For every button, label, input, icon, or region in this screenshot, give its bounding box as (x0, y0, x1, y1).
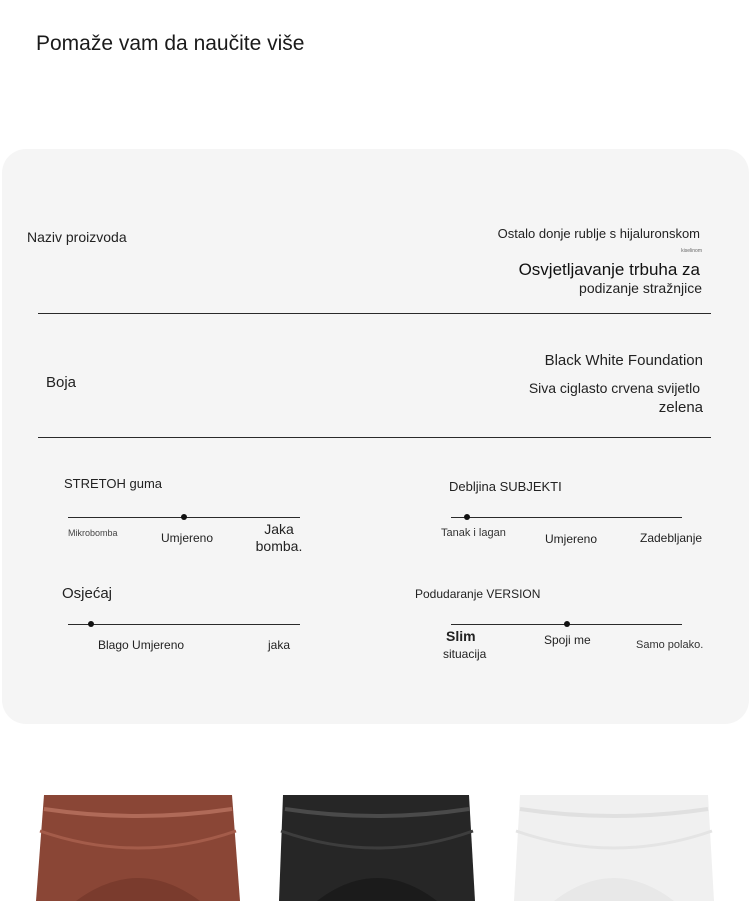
thickness-scale-title: Debljina SUBJEKTI (449, 479, 562, 494)
thickness-scale-label-low: Tanak i lagan (441, 527, 506, 539)
divider-top (38, 313, 711, 314)
fit-scale-title: Podudaranje VERSION (415, 587, 541, 601)
color-line1: Black White Foundation (544, 352, 703, 369)
white-briefs-photo (514, 795, 714, 901)
product-name-small: kiselinom (681, 248, 702, 254)
fit-scale-label-mid: Spoji me (544, 633, 591, 647)
product-name-line1: Ostalo donje rublje s hijaluronskom (497, 226, 700, 241)
feel-scale-track (68, 624, 300, 625)
product-name-line2: Osvjetljavanje trbuha za (518, 260, 700, 279)
thickness-scale-label-high: Zadebljanje (640, 531, 703, 545)
fit-scale-marker (564, 621, 570, 627)
fit-scale-label-high: Samo polako. (636, 639, 704, 651)
fit-scale-label-sub: situacija (443, 647, 487, 661)
feel-scale-label-low: Blago Umjereno (98, 638, 185, 652)
product-name-line3: podizanje stražnjice (579, 280, 702, 296)
stretch-scale-marker (181, 514, 187, 520)
color-line3: zelena (658, 399, 703, 416)
feel-scale-label-high: jaka (268, 638, 291, 652)
stretch-scale-label-low: Mikrobomba (68, 528, 118, 538)
feel-scale-title: Osjećaj (62, 585, 113, 602)
page-title: Pomaže vam da naučite više (36, 32, 305, 55)
thickness-scale-label-mid: Umjereno (545, 532, 598, 546)
stretch-scale-title: STRETOH guma (64, 476, 163, 491)
stretch-scale-label-high: Jaka bomba. (255, 521, 303, 554)
color-label: Boja (46, 374, 77, 391)
thickness-scale-track (451, 517, 682, 518)
color-line2: Siva ciglasto crvena svijetlo (528, 380, 700, 396)
brown-briefs-photo (36, 795, 240, 901)
product-name-label: Naziv proizvoda (27, 229, 127, 245)
divider-bottom (38, 437, 711, 438)
stretch-scale-label-mid: Umjereno (161, 531, 214, 545)
fit-scale-label-bold: Slim (446, 628, 476, 644)
black-briefs-photo (279, 795, 475, 901)
